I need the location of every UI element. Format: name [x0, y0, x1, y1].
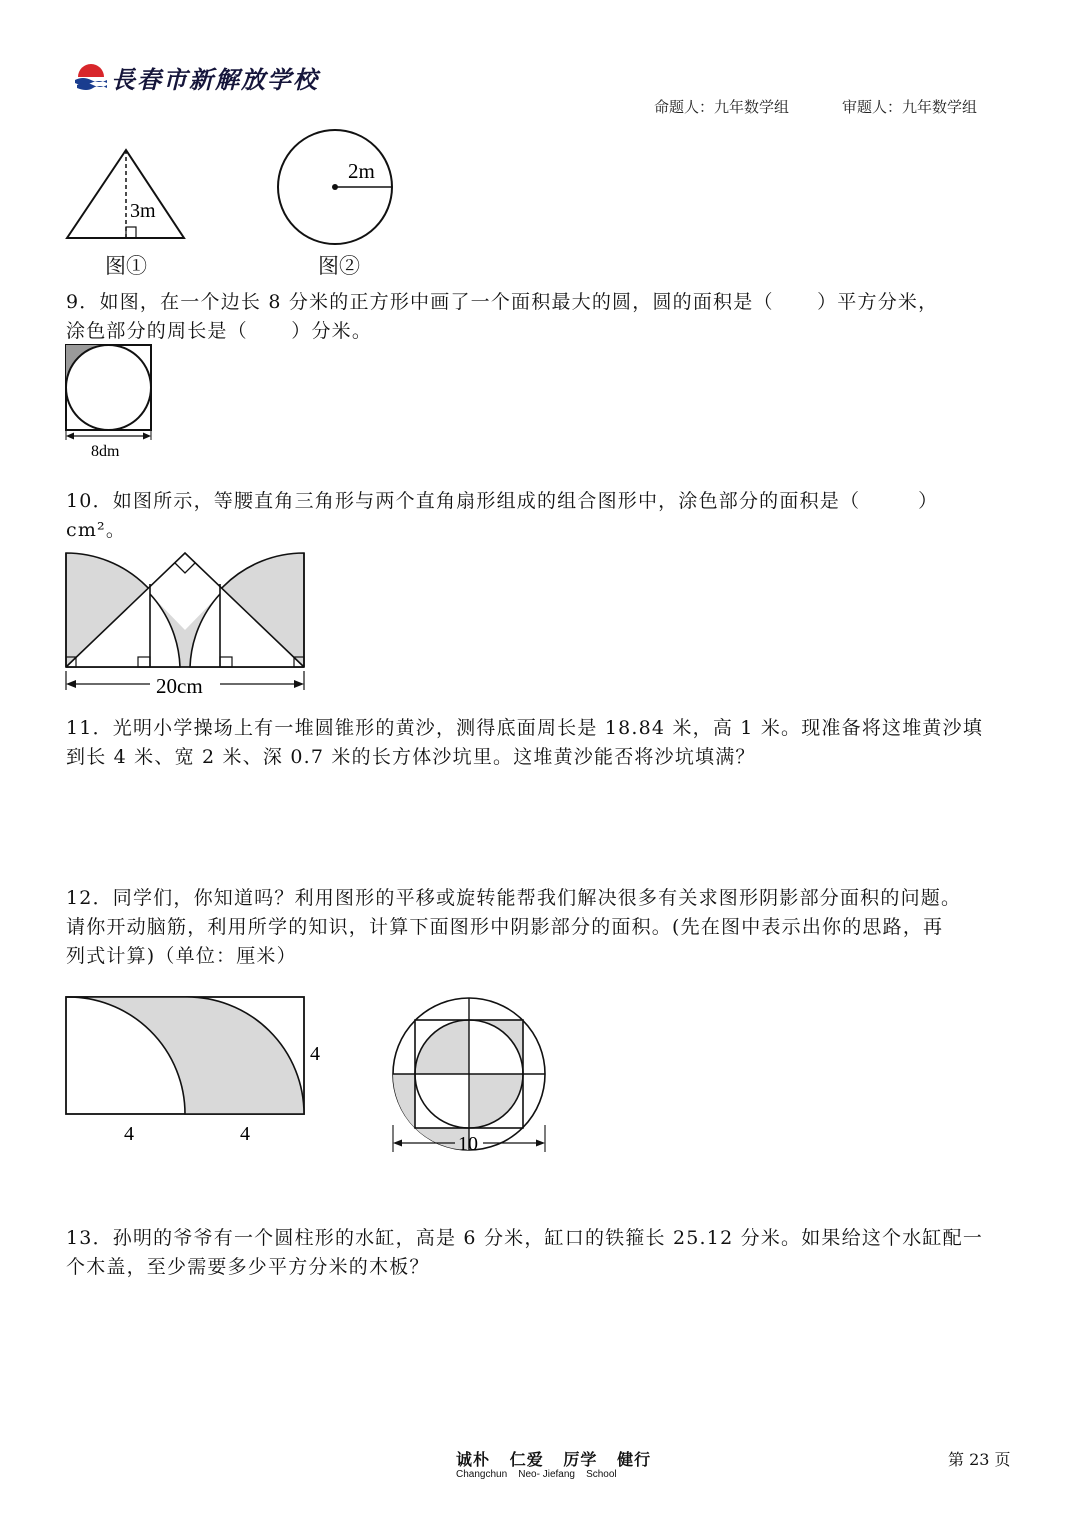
school-logo-icon [74, 60, 108, 90]
q10-composite-figure [60, 548, 315, 700]
q9-line1: 9．如图，在一个边长 8 分米的正方形中画了一个面积最大的圆，圆的面积是（ ）平方分米， [66, 291, 939, 313]
q10-line1: 10．如图所示，等腰直角三角形与两个直角扇形组成的组合图形中，涂色部分的面积是（ ） [66, 490, 939, 512]
reviewer-info: 审题人：九年数学组 [842, 98, 978, 116]
q11-line1: 11．光明小学操场上有一堆圆锥形的黄沙，测得底面周长是 18.84 米，高 1 米。现准备将这堆黄沙填 [66, 717, 984, 739]
figure-circle [272, 128, 402, 248]
q12-line1: 12．同学们，你知道吗？利用图形的平移或旋转能帮我们解决很多有关求图形阴影部分面积的问题。 [66, 887, 962, 909]
fig2-caption: 图② [318, 254, 360, 278]
q11-line2: 到长 4 米、宽 2 米、深 0.7 米的长方体沙坑里。这堆黄沙能否将沙坑填满？ [66, 746, 756, 768]
page-number: 第 23 页 [948, 1450, 1011, 1469]
q10-unit: cm²。 [66, 519, 127, 541]
q9-dim-label: 8dm [91, 443, 120, 460]
q9-line2: 涂色部分的周长是（ ）分米。 [66, 320, 373, 342]
school-name: 長春市新解放学校 [111, 65, 319, 94]
triangle-height-label: 3m [130, 200, 156, 222]
footer-english: Changchun Neo- Jiefang School [456, 1469, 617, 1480]
q12-fig-a-right-label: 4 [240, 1123, 250, 1145]
footer-motto: 诚朴 仁爱 厉学 健行 [456, 1450, 652, 1469]
q10-dim-label: 20cm [156, 674, 203, 698]
q12-fig-a-left-label: 4 [124, 1123, 134, 1145]
q12-rectangle-arcs-figure [60, 990, 340, 1150]
q12-line3: 列式计算)（单位：厘米） [66, 945, 297, 967]
q9-square-circle-figure [60, 342, 160, 462]
q12-line2: 请你开动脑筋，利用所学的知识，计算下面图形中阴影部分的面积。(先在图中表示出你的思路，再 [66, 916, 944, 938]
q12-fig-b-dim-label: 10 [458, 1133, 478, 1155]
figure-triangle [60, 140, 190, 245]
q13-line1: 13．孙明的爷爷有一个圆柱形的水缸，高是 6 分米，缸口的铁箍长 25.12 分米。如果给这个水缸配一 [66, 1227, 984, 1249]
q12-circle-square-figure [385, 990, 555, 1160]
q13-line2: 个木盖，至少需要多少平方分米的木板？ [66, 1256, 430, 1278]
q12-fig-a-height-label: 4 [310, 1043, 320, 1065]
circle-radius-label: 2m [348, 159, 375, 183]
author-info: 命题人：九年数学组 [654, 98, 790, 116]
fig1-caption: 图① [105, 254, 147, 278]
